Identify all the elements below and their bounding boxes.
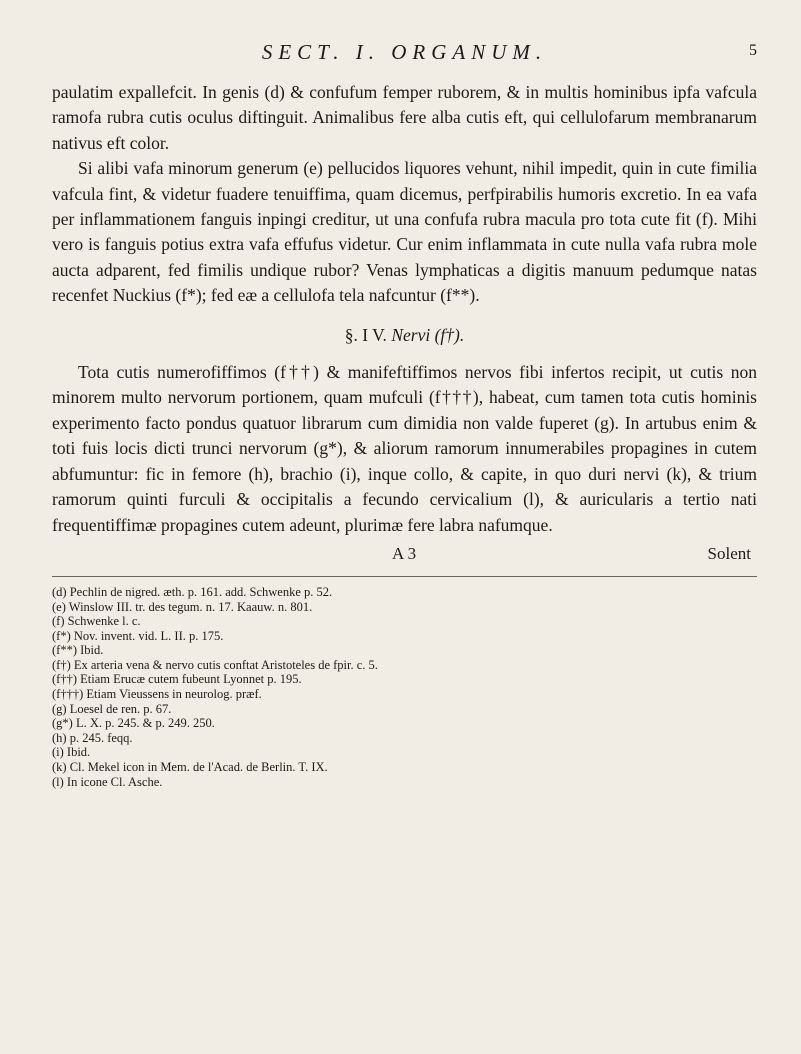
paragraph: Tota cutis numerofiffimos (f††) & manifeftiffimos nervos fibi infertos recipit, ut cutis non minorem multo nervorum portionem, quam mufculi (f†††), habeat, cum tamen tota cutis hominis experimento facto pondus quatuor librarum cum dimidia non valde fuperet (g). In artubus enim & toti fuis locis dicti trunci nervorum (g*), & aliorum ramorum innumerabiles propagines in cutem abfumuntur: fic in femore (h), brachio (i), inque collo, & capite, in quo duri nervi (k), & trium ramorum quinti furculi & occipitalis a fecundo cervicalium (l), & auricularis a tertio nati frequentiffimæ propagines cutem adeunt, plurimæ fere labra nafumque.	[52, 362, 757, 535]
footnote: (f††) Etiam Erucæ cutem fubeunt Lyonnet p. 195.	[52, 672, 302, 687]
section-title: Nervi (f†).	[391, 324, 465, 345]
running-title: SECT. I. ORGANUM.	[261, 40, 548, 64]
footnote: (f) Schwenke l. c.	[52, 614, 141, 629]
footnote-rule	[52, 576, 757, 577]
footnote: (k) Cl. Mekel icon in Mem. de l'Acad. de Berlin. T. IX.	[52, 760, 328, 775]
footnotes	[52, 585, 757, 789]
page-number: 5	[749, 42, 757, 59]
paragraph: Si alibi vafa minorum generum (e) pellucidos liquores vehunt, nihil impedit, quin in cute fimilia vafcula fint, & videtur fuadere tenuiffima, quam dicemus, perfpirabilis humoris excretio. In ea vafa per inflammationem fanguis inpingi creditur, ut una confufa rubra macula pro tota cute fit (f). Mihi vero is fanguis potius extra vafa effufus videtur. Cur enim inflammata in cute nulla vafa rubra mole aucta adparent, fed fimilis undique rubor? Venas lymphaticas a digitis manuum pedumque natas recenfet Nuckius (f*); fed eæ a cellulofa tela nafcuntur (f**).	[52, 158, 757, 306]
section-heading	[52, 323, 757, 348]
footnote: (d) Pechlin de nigred. æth. p. 161. add. Schwenke p. 52.	[52, 584, 333, 599]
section-number: §. I V.	[344, 324, 387, 345]
signature-mark: A 3	[392, 543, 417, 563]
catchline	[52, 544, 757, 570]
footnote: (g*) L. X. p. 245. & p. 249. 250.	[52, 716, 215, 731]
main-text	[52, 80, 757, 538]
footnote: (e) Winslow III. tr. des tegum. n. 17. Kaauw. n. 801.	[52, 599, 313, 614]
running-head	[52, 40, 757, 70]
footnote: (f†) Ex arteria vena & nervo cutis conftat Aristoteles de fpir. c. 5.	[52, 657, 378, 672]
catchword: Solent	[707, 543, 751, 563]
footnote: (g) Loesel de ren. p. 67.	[52, 701, 172, 716]
footnote: (h) p. 245. feqq.	[52, 730, 133, 745]
footnote: (i) Ibid.	[52, 745, 91, 760]
footnote: (f†††) Etiam Vieussens in neurolog. præf.	[52, 687, 262, 702]
paragraph-continued: paulatim expallefcit. In genis (d) & confufum femper ruborem, & in multis hominibus ipfa vafcula ramofa rubra cutis oculus diftinguit. Animalibus fere alba cutis eft, qui cellulofarum membranarum nativus eft color.	[52, 82, 757, 153]
footnote: (f**) Ibid.	[52, 643, 104, 658]
footnote: (l) In icone Cl. Asche.	[52, 774, 163, 789]
footnote: (f*) Nov. invent. vid. L. II. p. 175.	[52, 628, 224, 643]
